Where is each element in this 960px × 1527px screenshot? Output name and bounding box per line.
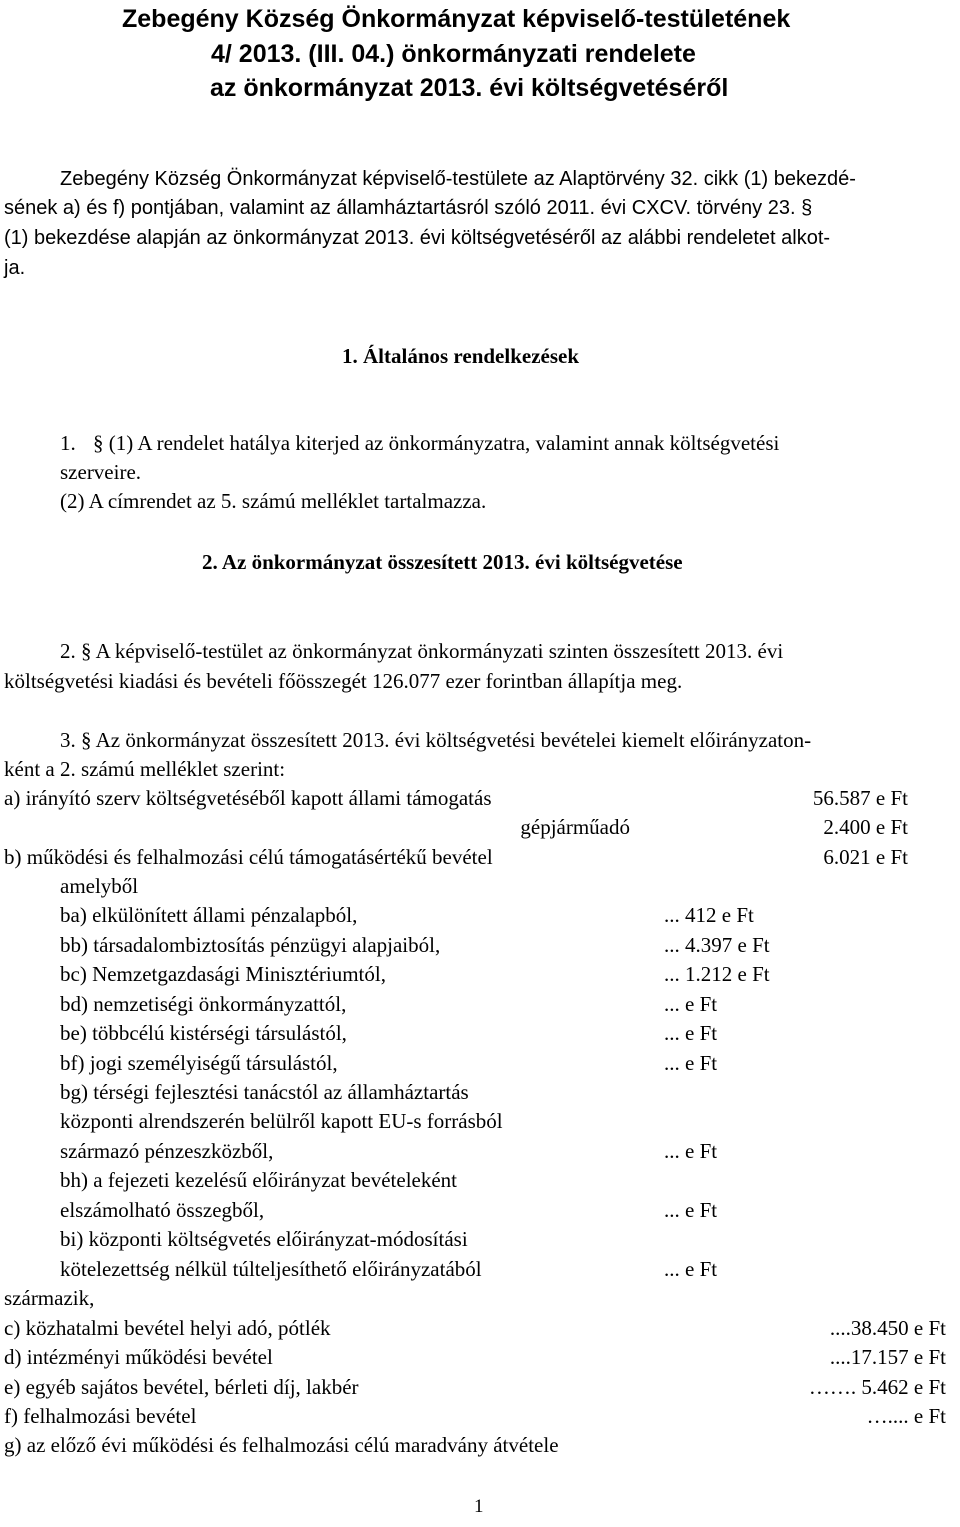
- title-line-1: Zebegény Község Önkormányzat képviselő-testületének: [122, 5, 791, 33]
- item-gepjarmuado-label: gépjárműadó: [520, 815, 630, 839]
- item-f-label: f) felhalmozási bevétel: [4, 1404, 197, 1428]
- item-e-label: e) egyéb sajátos bevétel, bérleti díj, lakbér: [4, 1375, 359, 1399]
- item-b-label: b) működési és felhalmozási célú támogatásértékű bevétel: [4, 845, 493, 869]
- item-e-value: ……. 5.462 e Ft: [808, 1375, 946, 1399]
- item-d-value: ....17.157 e Ft: [829, 1345, 946, 1369]
- item-ba-label: ba) elkülönített állami pénzalapból,: [60, 903, 358, 927]
- paragraph-1-number: 1.: [60, 431, 76, 455]
- item-bb-value: ... 4.397 e Ft: [664, 933, 770, 957]
- item-c-value: ....38.450 e Ft: [829, 1316, 946, 1340]
- title-line-2: 4/ 2013. (III. 04.) önkormányzati rendelete: [211, 40, 696, 68]
- item-bg-label-3: származó pénzeszközből,: [60, 1139, 274, 1163]
- item-amelybol-label: amelyből: [60, 874, 139, 898]
- paragraph-2-line-1: 2. § A képviselő-testület az önkormányzat önkormányzati szinten összesített 2013. évi: [60, 639, 784, 663]
- page-number: 1: [474, 1496, 484, 1517]
- preamble-line-1: Zebegény Község Önkormányzat képviselő-testülete az Alaptörvény 32. cikk (1) bekezdé-: [60, 168, 856, 190]
- item-bi-label-2: kötelezettség nélkül túlteljesíthető előirányzatából: [60, 1257, 482, 1281]
- item-b-value: 6.021 e Ft: [823, 845, 908, 869]
- item-bg-label-1: bg) térségi fejlesztési tanácstól az államháztartás: [60, 1080, 469, 1104]
- preamble-line-2: sének a) és f) pontjában, valamint az államháztartásról szóló 2011. évi CXCV. törvény 23. §: [4, 197, 813, 219]
- section-1-heading: 1. Általános rendelkezések: [342, 344, 580, 368]
- item-gepjarmuado-value: 2.400 e Ft: [823, 815, 908, 839]
- item-ba-value: ... 412 e Ft: [664, 903, 754, 927]
- paragraph-1-line-2: szerveire.: [60, 460, 142, 484]
- item-bg-label-2: központi alrendszerén belülről kapott EU-s forrásból: [60, 1109, 503, 1133]
- preamble-line-4: ja.: [4, 257, 26, 279]
- item-bi-label-1: bi) központi költségvetés előirányzat-módosítási: [60, 1227, 468, 1251]
- item-bf-value: ... e Ft: [664, 1051, 718, 1075]
- item-bc-label: bc) Nemzetgazdasági Minisztériumtól,: [60, 962, 386, 986]
- item-be-value: ... e Ft: [664, 1021, 718, 1045]
- item-bc-value: ... 1.212 e Ft: [664, 962, 770, 986]
- item-a-value: 56.587 e Ft: [812, 786, 908, 810]
- section-2-heading: 2. Az önkormányzat összesített 2013. évi költségvetése: [202, 550, 683, 574]
- paragraph-2-line-2: költségvetési kiadási és bevételi főösszegét 126.077 ezer forintban állapítja meg.: [4, 669, 683, 693]
- item-a-label: a) irányító szerv költségvetéséből kapott állami támogatás: [4, 786, 492, 810]
- item-bd-label: bd) nemzetiségi önkormányzattól,: [60, 992, 347, 1016]
- title-line-3: az önkormányzat 2013. évi költségvetéséről: [210, 74, 729, 102]
- item-szarmazik-label: származik,: [4, 1286, 95, 1310]
- item-bh-label-1: bh) a fejezeti kezelésű előirányzat bevételeként: [60, 1168, 458, 1192]
- item-g-label: g) az előző évi működési és felhalmozási célú maradvány átvétele: [4, 1433, 559, 1457]
- item-bg-value: ... e Ft: [664, 1139, 718, 1163]
- item-bb-label: bb) társadalombiztosítás pénzügyi alapjaiból,: [60, 933, 441, 957]
- item-bh-value: ... e Ft: [664, 1198, 718, 1222]
- item-bf-label: bf) jogi személyiségű társulástól,: [60, 1051, 338, 1075]
- item-c-label: c) közhatalmi bevétel helyi adó, pótlék: [4, 1316, 331, 1340]
- preamble-line-3: (1) bekezdése alapján az önkormányzat 2013. évi költségvetéséről az alábbi rendeletet alkot-: [4, 227, 831, 249]
- item-f-value: ….... e Ft: [866, 1404, 946, 1428]
- item-bi-value: ... e Ft: [664, 1257, 718, 1281]
- paragraph-3-line-1: 3. § Az önkormányzat összesített 2013. évi költségvetési bevételei kiemelt előirányzaton-: [60, 728, 812, 752]
- paragraph-3-line-2: ként a 2. számú melléklet szerint:: [4, 757, 286, 781]
- item-bh-label-2: elszámolható összegből,: [60, 1198, 265, 1222]
- item-be-label: be) többcélú kistérségi társulástól,: [60, 1021, 347, 1045]
- paragraph-1-line-3: (2) A címrendet az 5. számú melléklet tartalmazza.: [60, 489, 487, 513]
- item-bd-value: ... e Ft: [664, 992, 718, 1016]
- item-d-label: d) intézményi működési bevétel: [4, 1345, 273, 1369]
- paragraph-1-line-1: § (1) A rendelet hatálya kiterjed az önkormányzatra, valamint annak költségvetési: [93, 431, 780, 455]
